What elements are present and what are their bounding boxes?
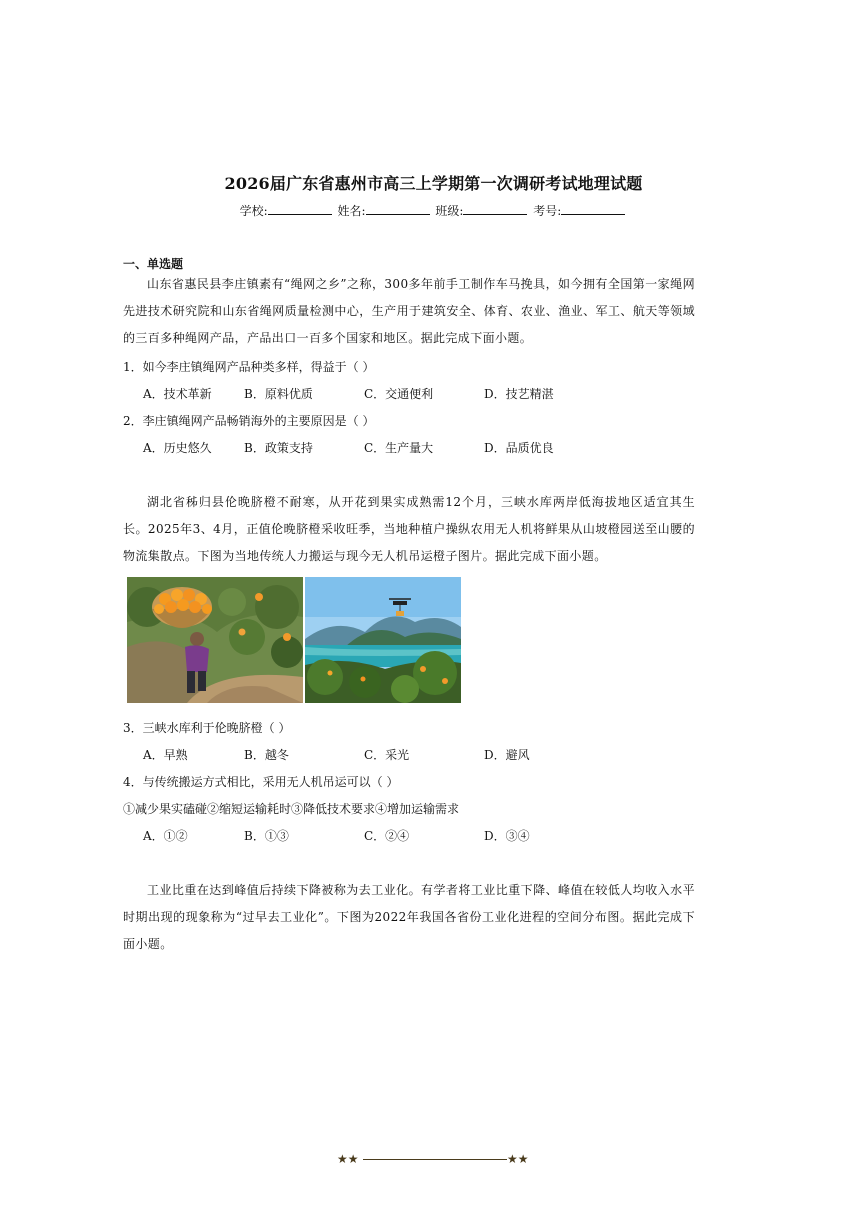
question-3-option-c: C．采光 — [364, 748, 410, 762]
school-label: 学校: — [239, 204, 268, 218]
question-4-option-d: D．③④ — [484, 829, 530, 843]
question-2-stem: 2．李庄镇绳网产品畅销海外的主要原因是（ ） — [123, 414, 375, 428]
exam-number-blank — [561, 202, 625, 215]
footer-left-stars: ★★ — [337, 1152, 359, 1166]
student-info-line — [0, 202, 867, 219]
question-4-option-a: A．①② — [143, 829, 188, 843]
question-3-option-d: D．避风 — [484, 748, 530, 762]
question-2-option-d: D．品质优良 — [484, 441, 554, 455]
question-4-statements: ①减少果实磕碰②缩短运输耗时③降低技术要求④增加运输需求 — [123, 802, 460, 816]
page-footer — [0, 1152, 867, 1168]
question-2-option-c: C．生产量大 — [364, 441, 434, 455]
name-label: 姓名: — [337, 204, 366, 218]
question-2-option-a: A．历史悠久 — [143, 441, 212, 455]
photo-porter-carrying-oranges — [127, 577, 303, 703]
question-4-stem: 4．与传统搬运方式相比，采用无人机吊运可以（ ） — [123, 775, 399, 789]
question-4-option-b: B．①③ — [244, 829, 289, 843]
question-1-option-d: D．技艺精湛 — [484, 387, 554, 401]
drone-photo-drawing — [305, 577, 461, 703]
question-1-option-a: A．技术革新 — [143, 387, 212, 401]
section-heading: 一、单选题 — [123, 257, 184, 271]
question-1-option-b: B．原料优质 — [244, 387, 313, 401]
porter-photo-drawing — [127, 577, 303, 703]
school-blank — [268, 202, 332, 215]
question-2-option-b: B．政策支持 — [244, 441, 313, 455]
footer-divider — [363, 1159, 507, 1160]
question-1-option-c: C．交通便利 — [364, 387, 434, 401]
question-3-option-a: A．早熟 — [143, 748, 188, 762]
name-blank — [366, 202, 430, 215]
footer-right-stars: ★★ — [507, 1152, 529, 1166]
question-4-option-c: C．②④ — [364, 829, 410, 843]
question-3-option-b: B．越冬 — [244, 748, 289, 762]
photo-drone-over-reservoir — [305, 577, 461, 703]
passage-1: 山东省惠民县李庄镇素有“绳网之乡”之称，300多年前手工制作车马挽具，如今拥有全国第一家绳网先进技术研究院和山东省绳网质量检测中心，生产用于建筑安全、体育、农业、渔业、军工、航天等领域的三百多种绳网产品，产品出口一百多个国家和地区。据此完成下面小题。 — [123, 277, 695, 345]
passage-3: 工业比重在达到峰值后持续下降被称为去工业化。有学者将工业比重下降、峰值在较低人均收入水平时期出现的现象称为“过早去工业化”。下图为2022年我国各省份工业化进程的空间分布图。据此完成下面小题。 — [123, 883, 695, 951]
page-title: 2026届广东省惠州市高三上学期第一次调研考试地理试题 — [224, 174, 643, 193]
question-3-stem: 3．三峡水库利于伦晚脐橙（ ） — [123, 721, 291, 735]
passage-2: 湖北省秭归县伦晚脐橙不耐寒，从开花到果实成熟需12个月，三峡水库两岸低海拔地区适宜其生长。2025年3、4月，正值伦晚脐橙采收旺季，当地种植户操纵农用无人机将鲜果从山坡橙园送至山腰的物流集散点。下图为当地传统人力搬运与现今无人机吊运橙子图片。据此完成下面小题。 — [123, 495, 695, 563]
exam-number-label: 考号: — [533, 204, 562, 218]
question-1-stem: 1．如今李庄镇绳网产品种类多样，得益于（ ） — [123, 360, 375, 374]
class-label: 班级: — [435, 204, 464, 218]
class-blank — [463, 202, 527, 215]
